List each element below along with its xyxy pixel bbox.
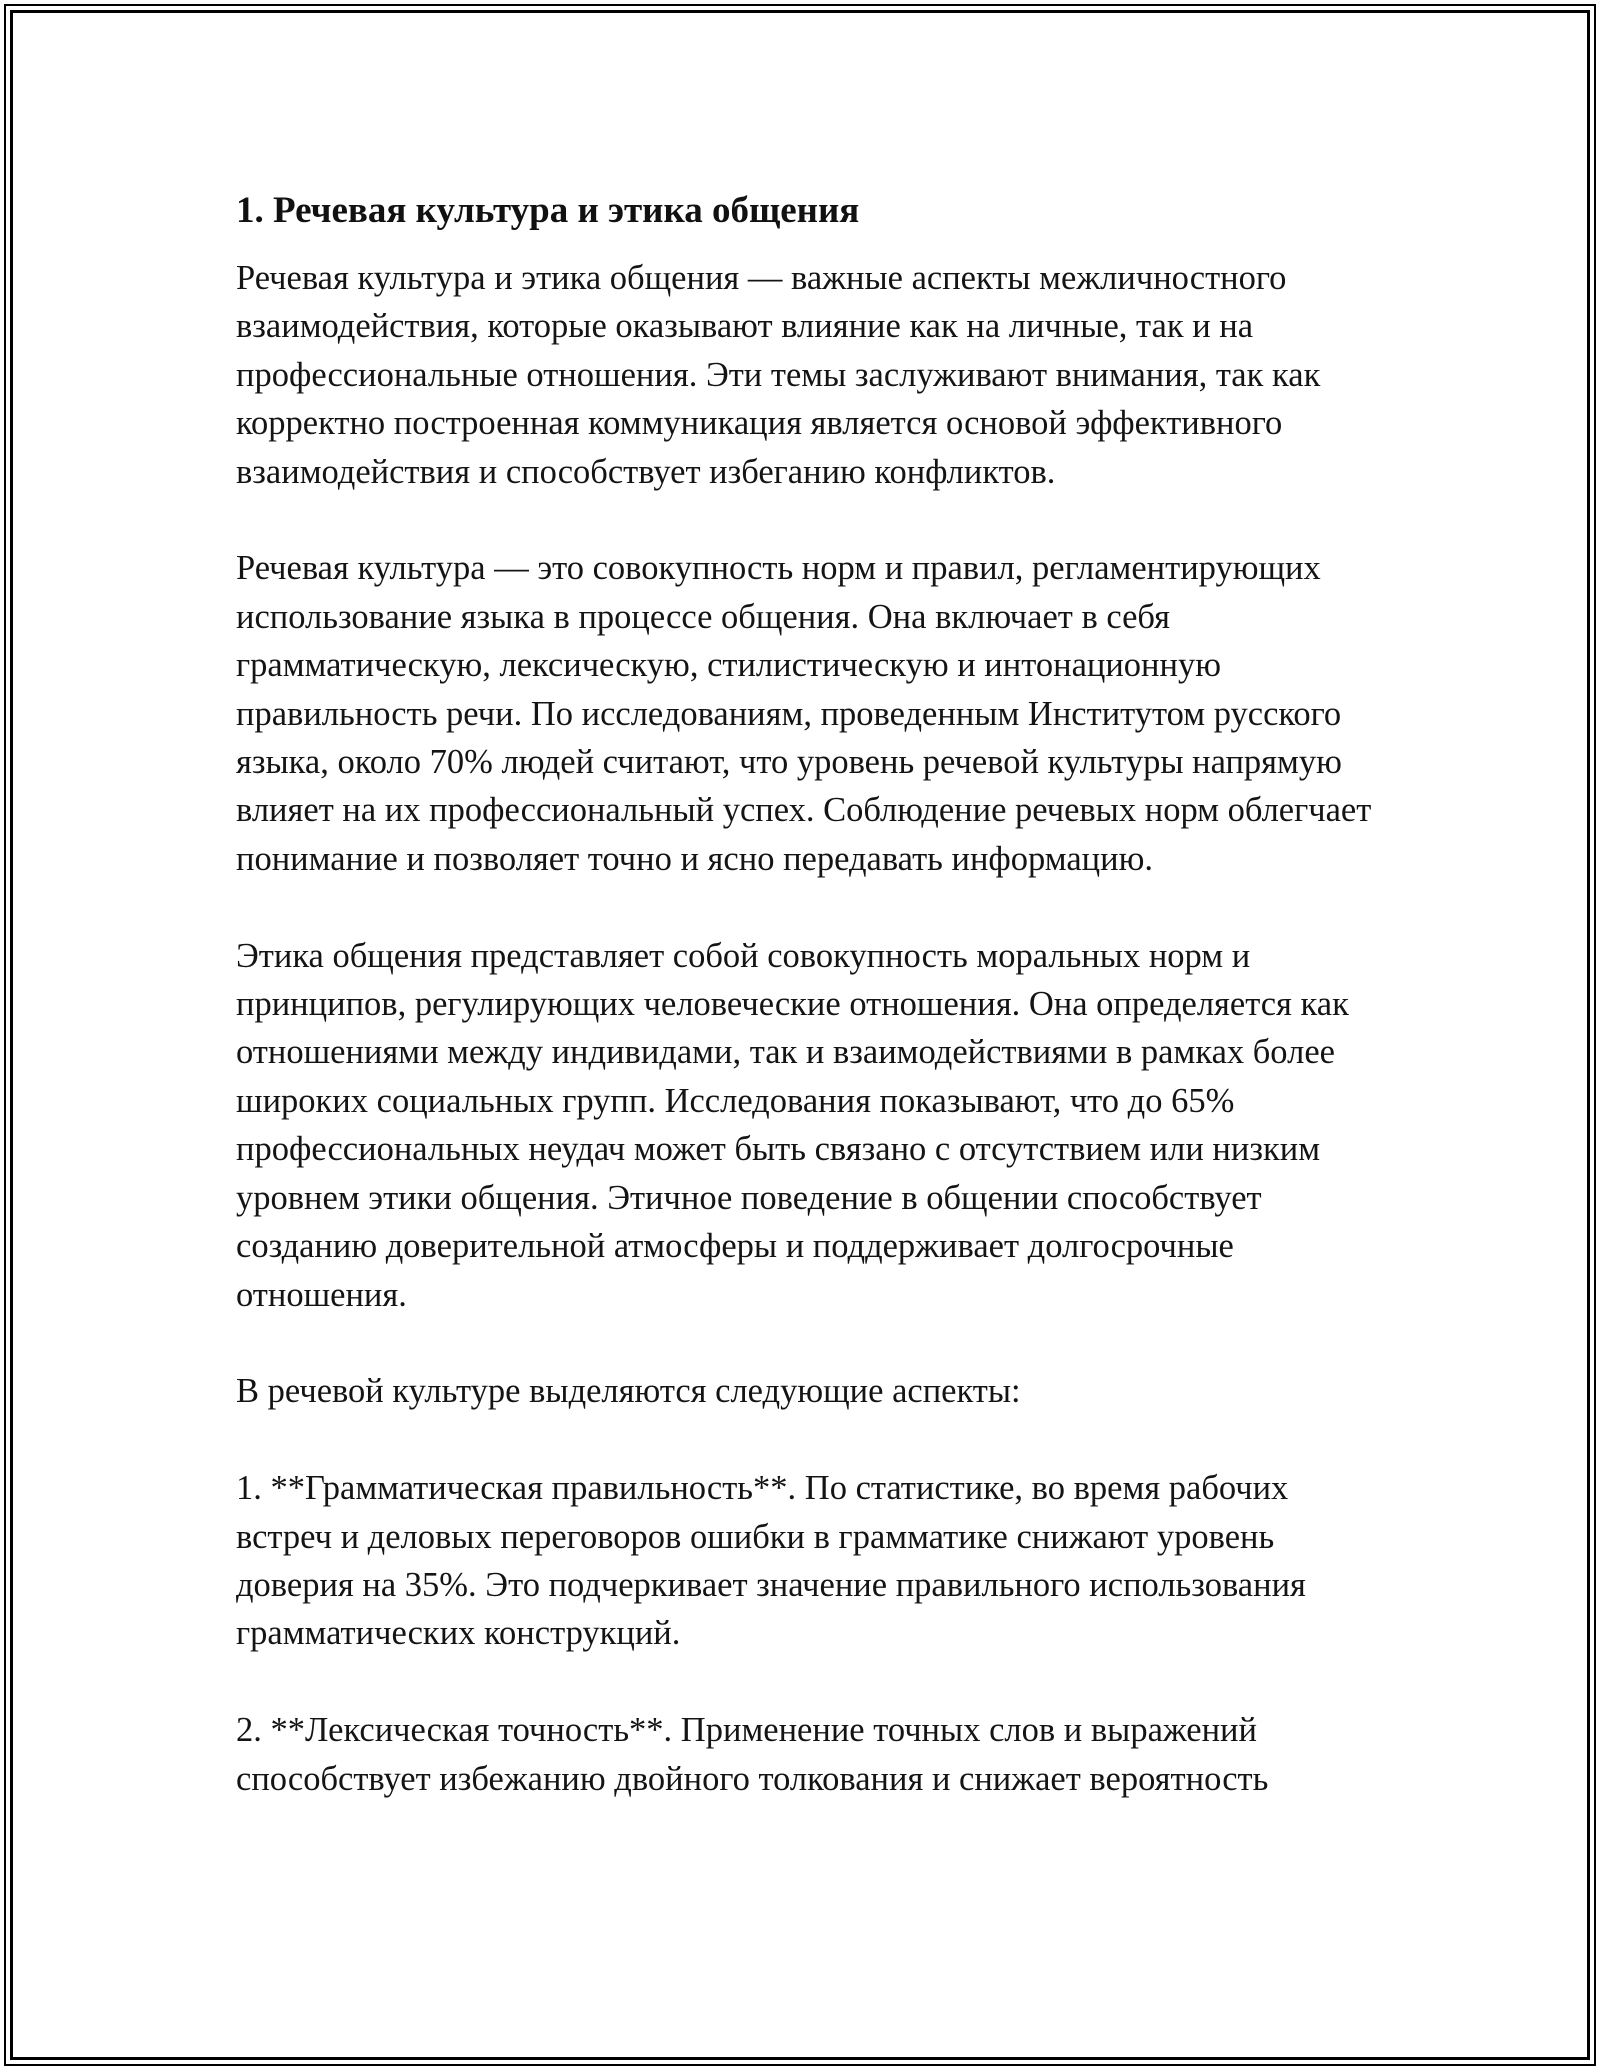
document-body [236, 186, 1376, 1803]
list-item-lexical: 2. **Лексическая точность**. Применение точных слов и выражений способствует избежанию двойного толкования и снижает вероятность [236, 1711, 1269, 1798]
section-title: 1. Речевая культура и этика общения [236, 190, 860, 231]
paragraph-communication-ethics: Этика общения представляет собой совокупность моральных норм и принципов, регулирующих человеческие отношения. Она определяется как отношениями между индивидами, так и взаимодействиями в рамках более широких социальных групп. Исследования показывают, что до 65% профессиональных неудач может быть связано с отсутствием или низким уровнем этики общения. Этичное поведение в общении способствует созданию доверительной атмосферы и поддерживает долгосрочные отношения. [236, 936, 1349, 1314]
paragraph-speech-culture: Речевая культура — это совокупность норм и правил, регламентирующих использование языка в процессе общения. Она включает в себя грамматическую, лексическую, стилистическую и интонационную правильность речи. По исследованиям, проведенным Институтом русского языка, около 70% людей считают, что уровень речевой культуры напрямую влияет на их профессиональный успех. Соблюдение речевых норм облегчает понимание и позволяет точно и ясно передавать информацию. [236, 549, 1372, 878]
list-item-grammar: 1. **Грамматическая правильность**. По статистике, во время рабочих встреч и деловых переговоров ошибки в грамматике снижают уровень доверия на 35%. Это подчеркивает значение правильного использования грамматических конструкций. [236, 1469, 1306, 1653]
paragraph-aspects-intro: В речевой культуре выделяются следующие аспекты: [236, 1372, 1021, 1411]
paragraph-intro: Речевая культура и этика общения — важные аспекты межличностного взаимодействия, которые оказывают влияние как на личные, так и на профессиональные отношения. Эти темы заслуживают внимания, так как корректно построенная коммуникация является основой эффективного взаимодействия и способствует избеганию конфликтов. [236, 259, 1321, 491]
